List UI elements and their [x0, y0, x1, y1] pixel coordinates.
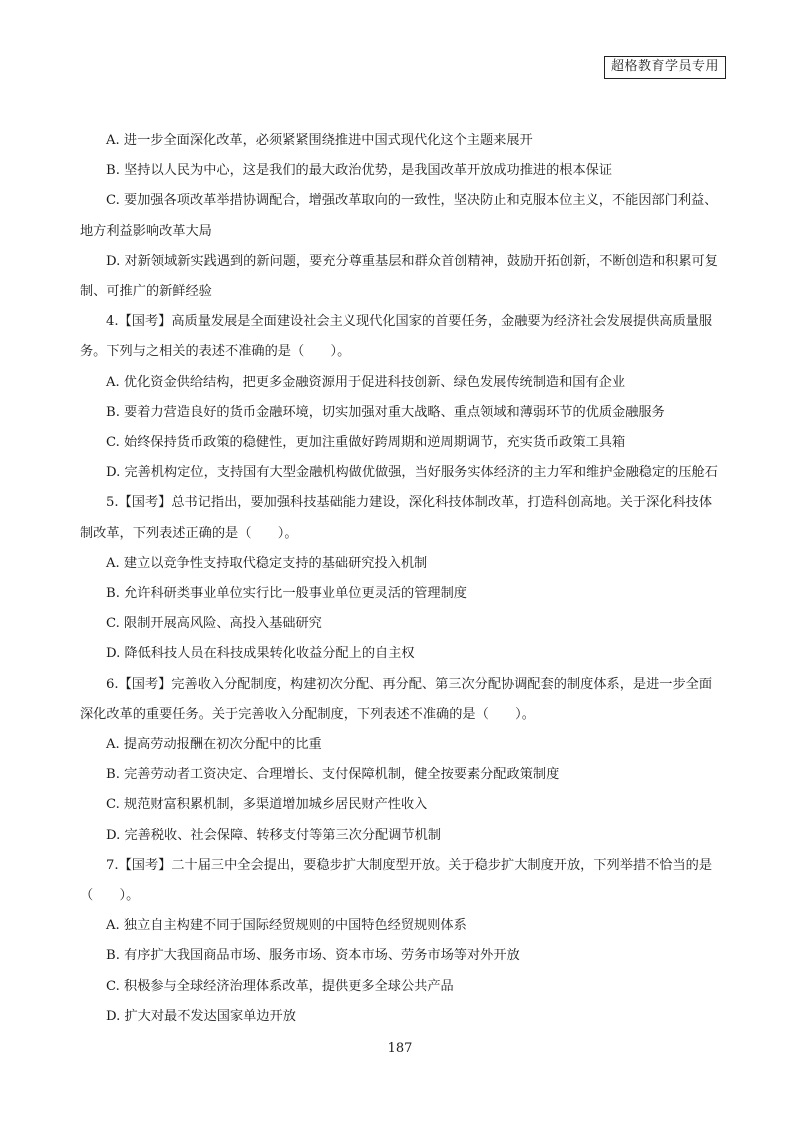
- q4-option-b: B. 要着力营造良好的货币金融环境，切实加强对重大战略、重点领域和薄弱环节的优质金融服务: [106, 404, 665, 420]
- q6-option-c: C. 规范财富积累机制，多渠道增加城乡居民财产性收入: [106, 797, 428, 813]
- q6-stem-cont: 深化改革的重要任务。关于完善收入分配制度，下列表述不准确的是（ ）。: [80, 706, 535, 722]
- q4-option-c: C. 始终保持货币政策的稳健性，更加注重做好跨周期和逆周期调节，充实货币政策工具箱: [106, 435, 626, 451]
- page-body: [80, 126, 730, 1032]
- q7-option-c: C. 积极参与全球经济治理体系改革，提供更多全球公共产品: [106, 978, 454, 994]
- q6-stem: 6.【国考】完善收入分配制度，构建初次分配、再分配、第三次分配协调配套的制度体系，是进一步全面: [106, 676, 713, 692]
- q7-stem: 7.【国考】二十届三中全会提出，要稳步扩大制度型开放。关于稳步扩大制度开放，下列举措不恰当的是: [106, 857, 713, 873]
- q3-option-a: A. 进一步全面深化改革，必须紧紧围绕推进中国式现代化这个主题来展开: [106, 133, 533, 148]
- q5-option-d: D. 降低科技人员在科技成果转化收益分配上的自主权: [106, 646, 415, 662]
- q5-stem-cont: 制改革，下列表述正确的是（ ）。: [80, 525, 298, 541]
- q6-option-d: D. 完善税收、社会保障、转移支付等第三次分配调节机制: [106, 827, 441, 843]
- q5-option-a: A. 建立以竞争性支持取代稳定支持的基础研究投入机制: [106, 555, 428, 571]
- q4-option-d: D. 完善机构定位，支持国有大型金融机构做优做强，当好服务实体经济的主力军和维护金融稳定的压舱石: [106, 465, 718, 481]
- q3-option-c-cont: 地方利益影响改革大局: [80, 223, 212, 239]
- q7-option-a: A. 独立自主构建不同于国际经贸规则的中国特色经贸规则体系: [106, 918, 467, 934]
- q5-option-b: B. 允许科研类事业单位实行比一般事业单位更灵活的管理制度: [106, 586, 467, 602]
- page-number: 187: [387, 1041, 413, 1056]
- q3-option-d-cont: 制、可推广的新鲜经验: [80, 284, 212, 300]
- q6-option-a: A. 提高劳动报酬在初次分配中的比重: [106, 737, 322, 753]
- q5-stem: 5.【国考】总书记指出，要加强科技基础能力建设，深化科技体制改革，打造科创高地。关于深化科技体: [106, 495, 713, 511]
- q4-stem-cont: 务。下列与之相关的表述不准确的是（ ）。: [80, 344, 351, 360]
- q3-option-b: B. 坚持以人民为中心，这是我们的最大政治优势，是我国改革开放成功推进的根本保证: [106, 163, 613, 179]
- q7-option-b: B. 有序扩大我国商品市场、服务市场、资本市场、劳务市场等对外开放: [106, 948, 520, 964]
- q3-option-d: D. 对新领域新实践遇到的新问题，要充分尊重基层和群众首创精神，鼓励开拓创新，不断创造和积累可复: [106, 253, 718, 269]
- q5-option-c: C. 限制开展高风险、高投入基础研究: [106, 616, 322, 632]
- q3-option-c: C. 要加强各项改革举措协调配合，增强改革取向的一致性，坚决防止和克服本位主义，不能因部门利益、: [106, 193, 718, 209]
- usage-stamp: 超格教育学员专用: [604, 56, 726, 79]
- q7-stem-cont: （ ）。: [80, 888, 140, 904]
- q4-option-a: A. 优化资金供给结构，把更多金融资源用于促进科技创新、绿色发展传统制造和国有企业: [106, 374, 626, 390]
- q7-option-d: D. 扩大对最不发达国家单边开放: [106, 1008, 296, 1024]
- q6-option-b: B. 完善劳动者工资决定、合理增长、支付保障机制，健全按要素分配政策制度: [106, 767, 560, 783]
- q4-stem: 4.【国考】高质量发展是全面建设社会主义现代化国家的首要任务，金融要为经济社会发展提供高质量服: [106, 314, 713, 330]
